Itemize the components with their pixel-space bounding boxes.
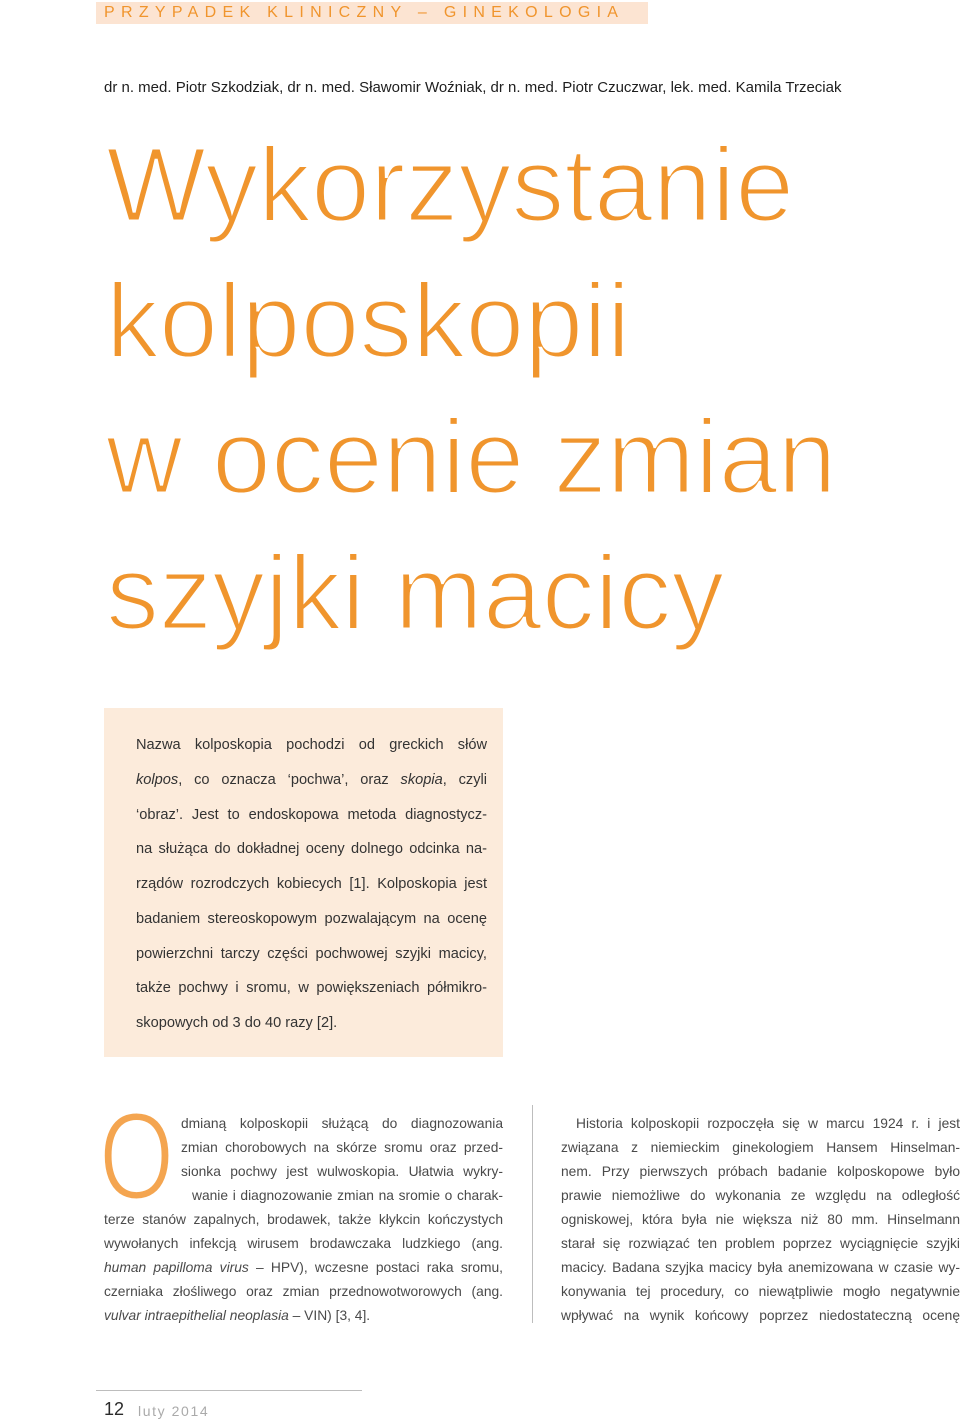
abstract-box: [104, 708, 503, 1057]
right-column-line: związana z niemieckim ginekologiem Hansem Hinselman-: [561, 1140, 960, 1155]
abstract-line: powierzchni tarczy części pochwowej szyjki macicy,: [136, 945, 487, 962]
left-column-line: terze stanów zapalnych, brodawek, także kłykcin kończystych: [104, 1212, 503, 1227]
right-column-line: wpływać na wynik końcowy poprzez niedostateczną ocenę: [561, 1308, 960, 1323]
left-column-line: zmian chorobowych na skórze sromu oraz przed-: [181, 1140, 503, 1155]
left-column-line: dmianą kolposkopii służącą do diagnozowania: [181, 1116, 503, 1131]
line-text: , czyli: [442, 771, 488, 788]
abstract-line: ‘obraz’. Jest to endoskopowa metoda diagnostycz-: [136, 806, 487, 823]
title-line: Wykorzystanie: [106, 126, 795, 244]
right-column-line: konywania tej procedury, co niewątpliwie mogło negatywnie: [561, 1284, 960, 1299]
right-column-line: macicy. Badana szyjka macicy była anemizowana w czasie wy-: [561, 1260, 960, 1275]
article-title: [106, 117, 837, 661]
column-divider: [532, 1105, 533, 1323]
line-text: – VIN) [3, 4].: [288, 1308, 371, 1323]
italic-term: kolpos: [136, 771, 179, 788]
line-text: – HPV), wczesne postaci raka sromu,: [248, 1260, 503, 1275]
issue-date: luty 2014: [138, 1403, 210, 1419]
italic-term: human papilloma virus: [104, 1260, 249, 1275]
right-column-line: nem. Przy pierwszych próbach badanie kolposkopowe było: [561, 1164, 960, 1179]
author-list: dr n. med. Piotr Szkodziak, dr n. med. Sławomir Woźniak, dr n. med. Piotr Czuczwar, lek. med. Kamila Trzeciak: [104, 79, 842, 96]
drop-cap-letter: O: [99, 1088, 175, 1226]
left-column-line: wywołanych infekcją wirusem brodawczaka ludzkiego (ang.: [104, 1236, 503, 1251]
italic-term: vulvar intraepithelial neoplasia: [104, 1308, 289, 1323]
right-column-line: ogniskowej, która była nie większa niż 80 mm. Hinselmann: [561, 1212, 960, 1227]
left-column-line: wanie i diagnozowanie zmian na sromie o charak-: [192, 1188, 503, 1203]
left-column-line: [104, 1304, 503, 1328]
abstract-line: na służąca do dokładnej oceny dolnego odcinka na-: [136, 841, 487, 858]
section-banner: [96, 2, 648, 24]
abstract-line: także pochwy i sromu, w powiększeniach półmikro-: [136, 980, 487, 997]
abstract-line: Nazwa kolposkopia pochodzi od greckich słów: [136, 737, 487, 753]
right-column-line: Historia kolposkopii rozpoczęła się w marcu 1924 r. i jest: [576, 1116, 960, 1131]
title-line: szyjki macicy: [106, 534, 725, 652]
abstract-line: badaniem stereoskopowym pozwalającym na ocenę: [136, 910, 487, 927]
left-text-column: [104, 1112, 503, 1328]
abstract-text: [136, 728, 487, 1041]
footer-rule: [96, 1390, 362, 1391]
italic-term: skopia: [400, 771, 443, 788]
abstract-line: rządów rozrodczych kobiecych [1]. Kolposkopia jest: [136, 876, 487, 892]
title-line: w ocenie zmian: [106, 398, 837, 516]
left-column-line: czerniaka złośliwego oraz zmian przednowotworowych (ang.: [104, 1284, 503, 1299]
right-column-line: starał się rozwiązać ten problem poprzez wyciągnięcie szyjki: [561, 1236, 960, 1251]
right-text-column: [561, 1112, 960, 1328]
abstract-line: skopowych od 3 do 40 razy [2].: [136, 1015, 338, 1031]
left-column-line: [104, 1256, 503, 1280]
abstract-line: [136, 763, 487, 798]
title-line: kolposkopii: [106, 262, 631, 380]
page-number: 12: [104, 1399, 125, 1419]
left-column-line: sionka pochwy jest wulwoskopia. Ułatwia wykry-: [181, 1164, 503, 1179]
line-text: , co oznacza ‘pochwa’, oraz: [178, 771, 401, 788]
right-column-line: prawie niemożliwe do wykonania ze względu na odległość: [561, 1188, 960, 1203]
section-label: PRZYPADEK KLINICZNY – GINEKOLOGIA: [104, 4, 625, 21]
